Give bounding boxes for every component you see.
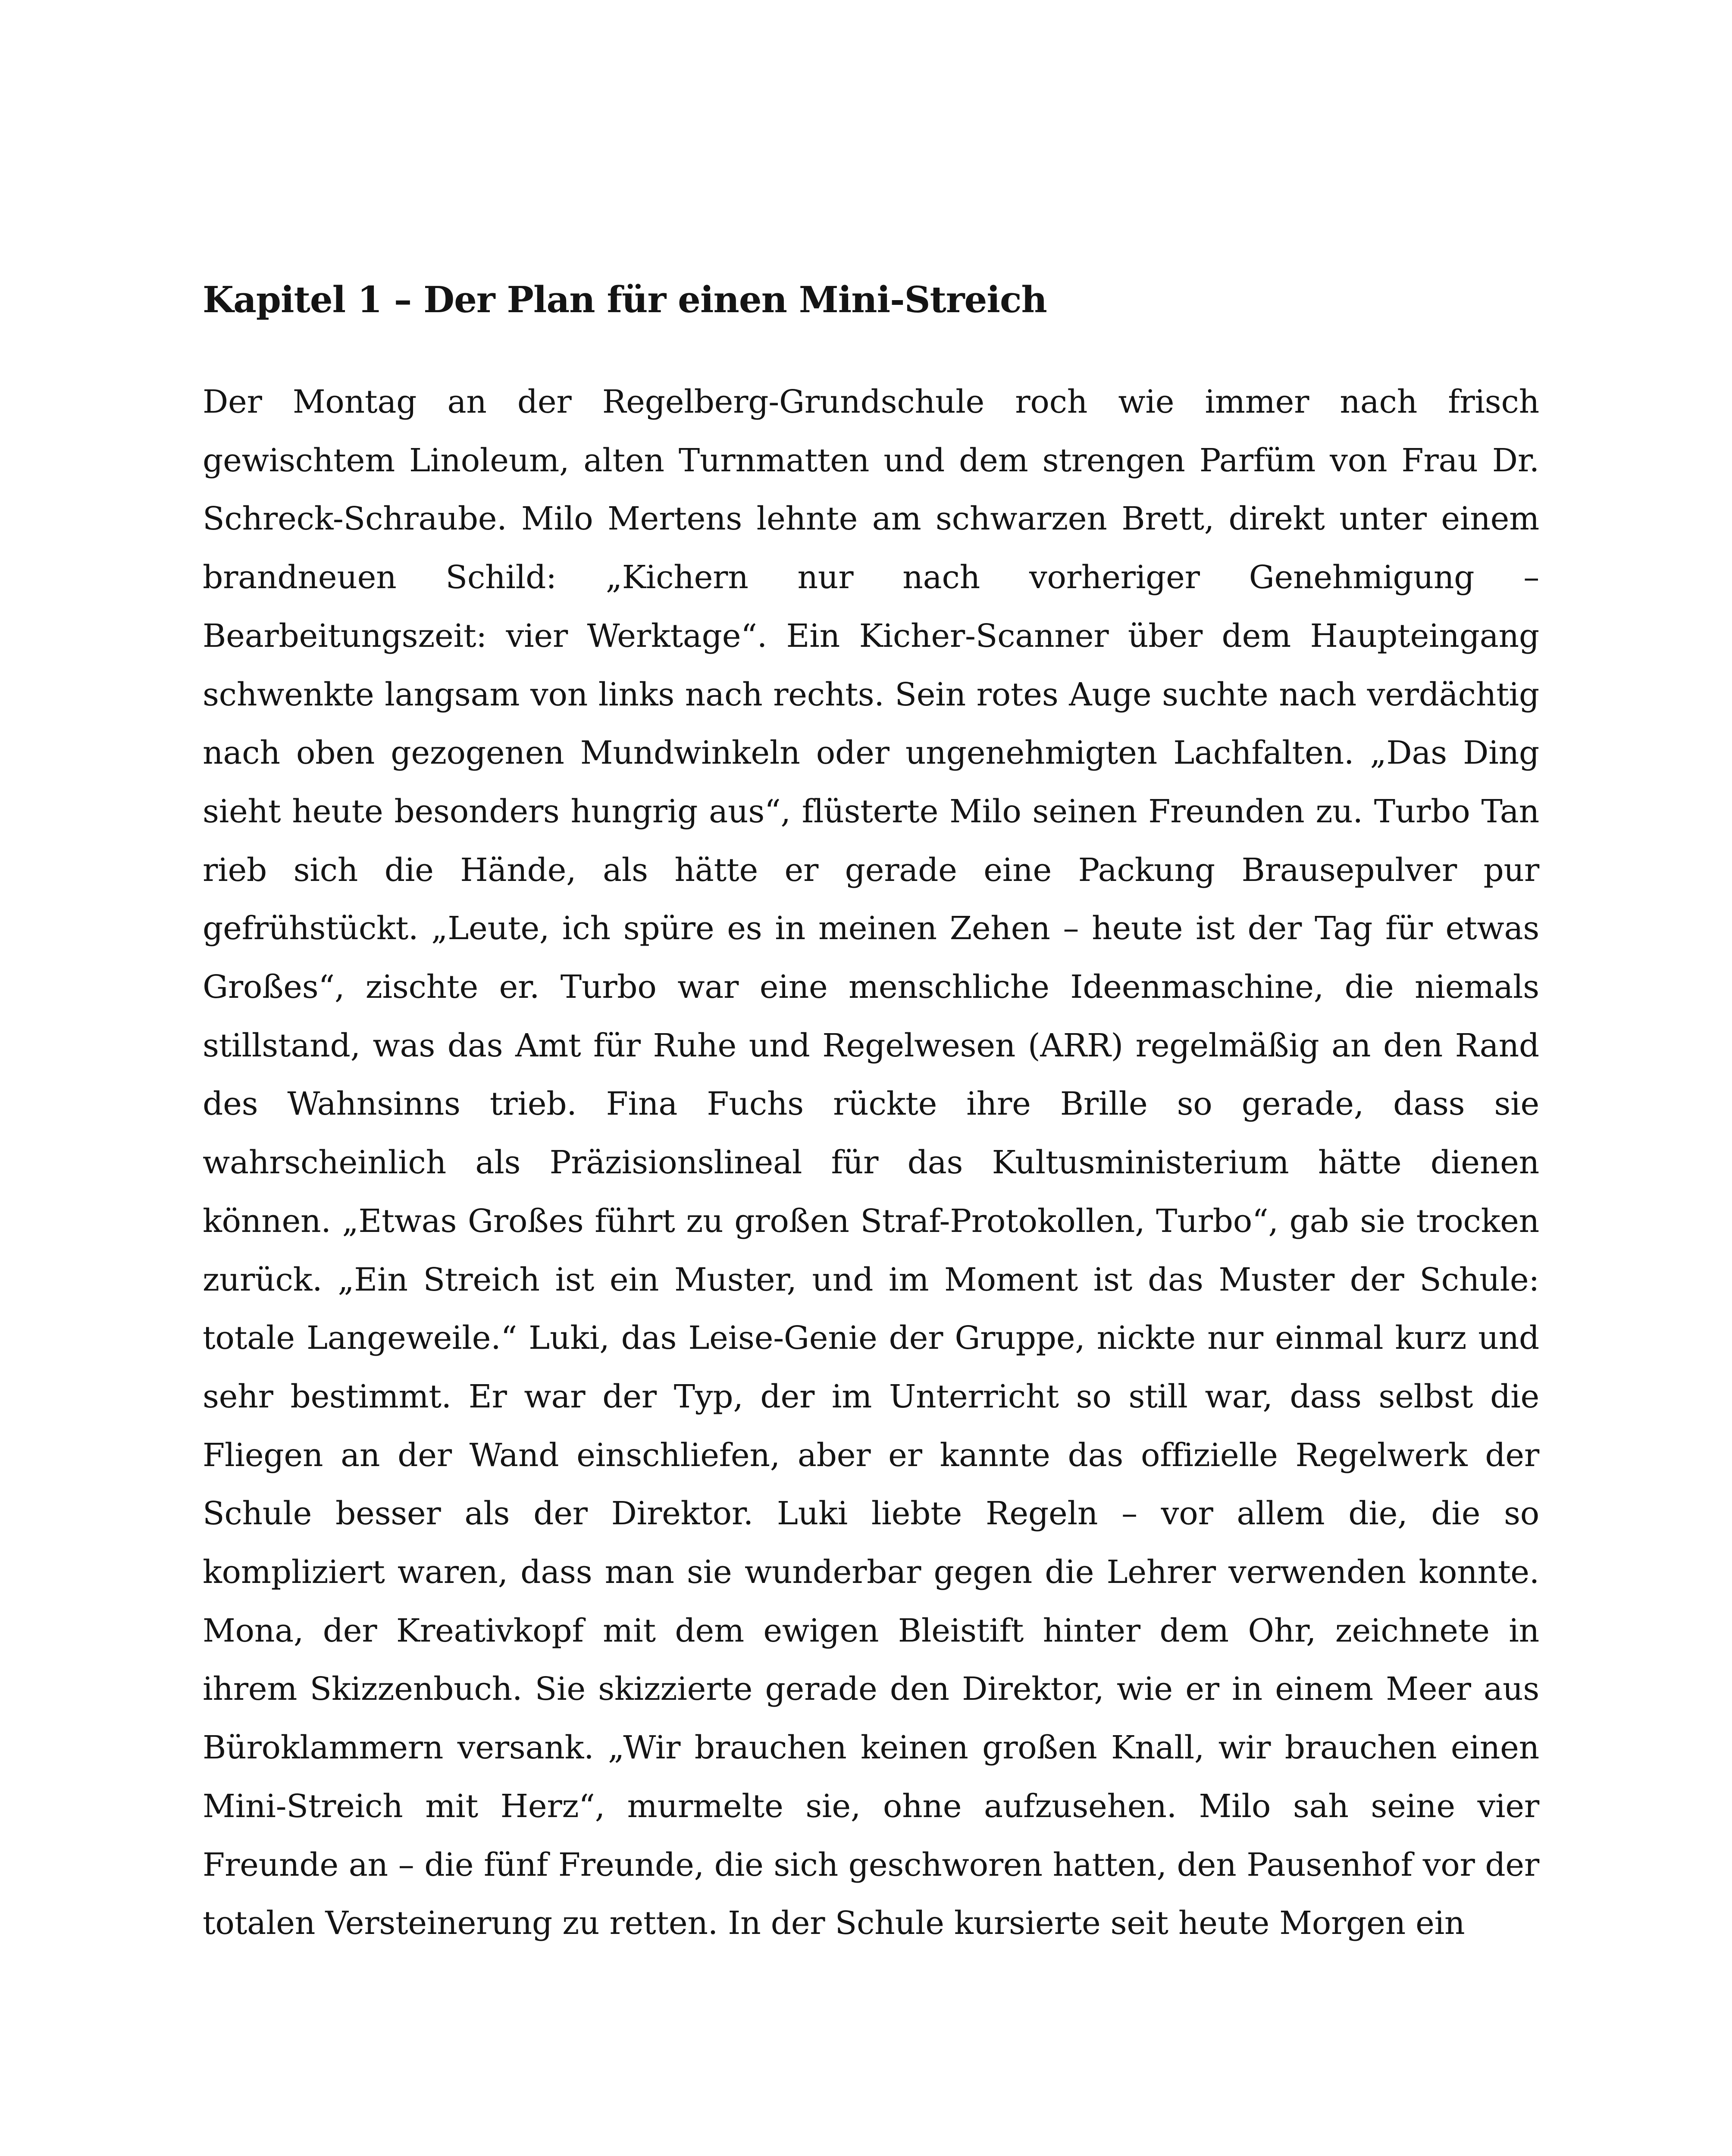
body-paragraph: Der Montag an der Regelberg-Grundschule roch wie immer nach frisch gewischtem Linoleum, alten Turnmatten und dem strengen Parfüm von Frau Dr. Schreck-Schraube. Milo Mertens lehnte am schwarzen Brett, direkt unter einem brandneuen Schild: „Kichern nur nach vorheriger Genehmigung – Bearbeitungszeit: vier Werktage“. Ein Kicher-Scanner über dem Haupteingang schwenkte langsam von links nach rechts. Sein rotes Auge suchte nach verdächtig nach oben gezogenen Mundwinkeln oder ungenehmigten Lachfalten. „Das Ding sieht heute besonders hungrig aus“, flüsterte Milo seinen Freunden zu. Turbo Tan rieb sich die Hände, als hätte er gerade eine Packung Brausepulver pur gefrühstückt. „Leute, ich spüre es in meinen Zehen – heute ist der Tag für etwas Großes“, zischte er. Turbo war eine menschliche Ideenmaschine, die niemals stillstand, was das Amt für Ruhe und Regelwesen (ARR) regelmäßig an den Rand des Wahnsinns trieb. Fina Fuchs rückte ihre Brille so gerade, dass sie wahrscheinlich als Präzisionslineal für das Kultusministerium hätte dienen können. „Etwas Großes führt zu großen Straf-Protokollen, Turbo“, gab sie trocken zurück. „Ein Streich ist ein Muster, und im Moment ist das Muster der Schule: totale Langeweile.“ Luki, das Leise-Genie der Gruppe, nickte nur einmal kurz und sehr bestimmt. Er war der Typ, der im Unterricht so still war, dass selbst die Fliegen an der Wand einschliefen, aber er kannte das offizielle Regelwerk der Schule besser als der Direktor. Luki liebte Regeln – vor allem die, die so kompliziert waren, dass man sie wunderbar gegen die Lehrer verwenden konnte. Mona, der Kreativkopf mit dem ewigen Bleistift hinter dem Ohr, zeichnete in ihrem Skizzenbuch. Sie skizzierte gerade den Direktor, wie er in einem Meer aus Büroklammern versank. „Wir brauchen keinen großen Knall, wir brauchen einen Mini-Streich mit Herz“, murmelte sie, ohne aufzusehen. Milo sah seine vier Freunde an – die fünf Freunde, die sich geschworen hatten, den Pausenhof vor der totalen Versteinerung zu retten. In der Schule kursierte seit heute Morgen ein xyxy=(203,383,1539,1942)
page-content xyxy=(203,276,1539,1953)
chapter-heading: Kapitel 1 – Der Plan für einen Mini-Streich xyxy=(203,279,1047,321)
